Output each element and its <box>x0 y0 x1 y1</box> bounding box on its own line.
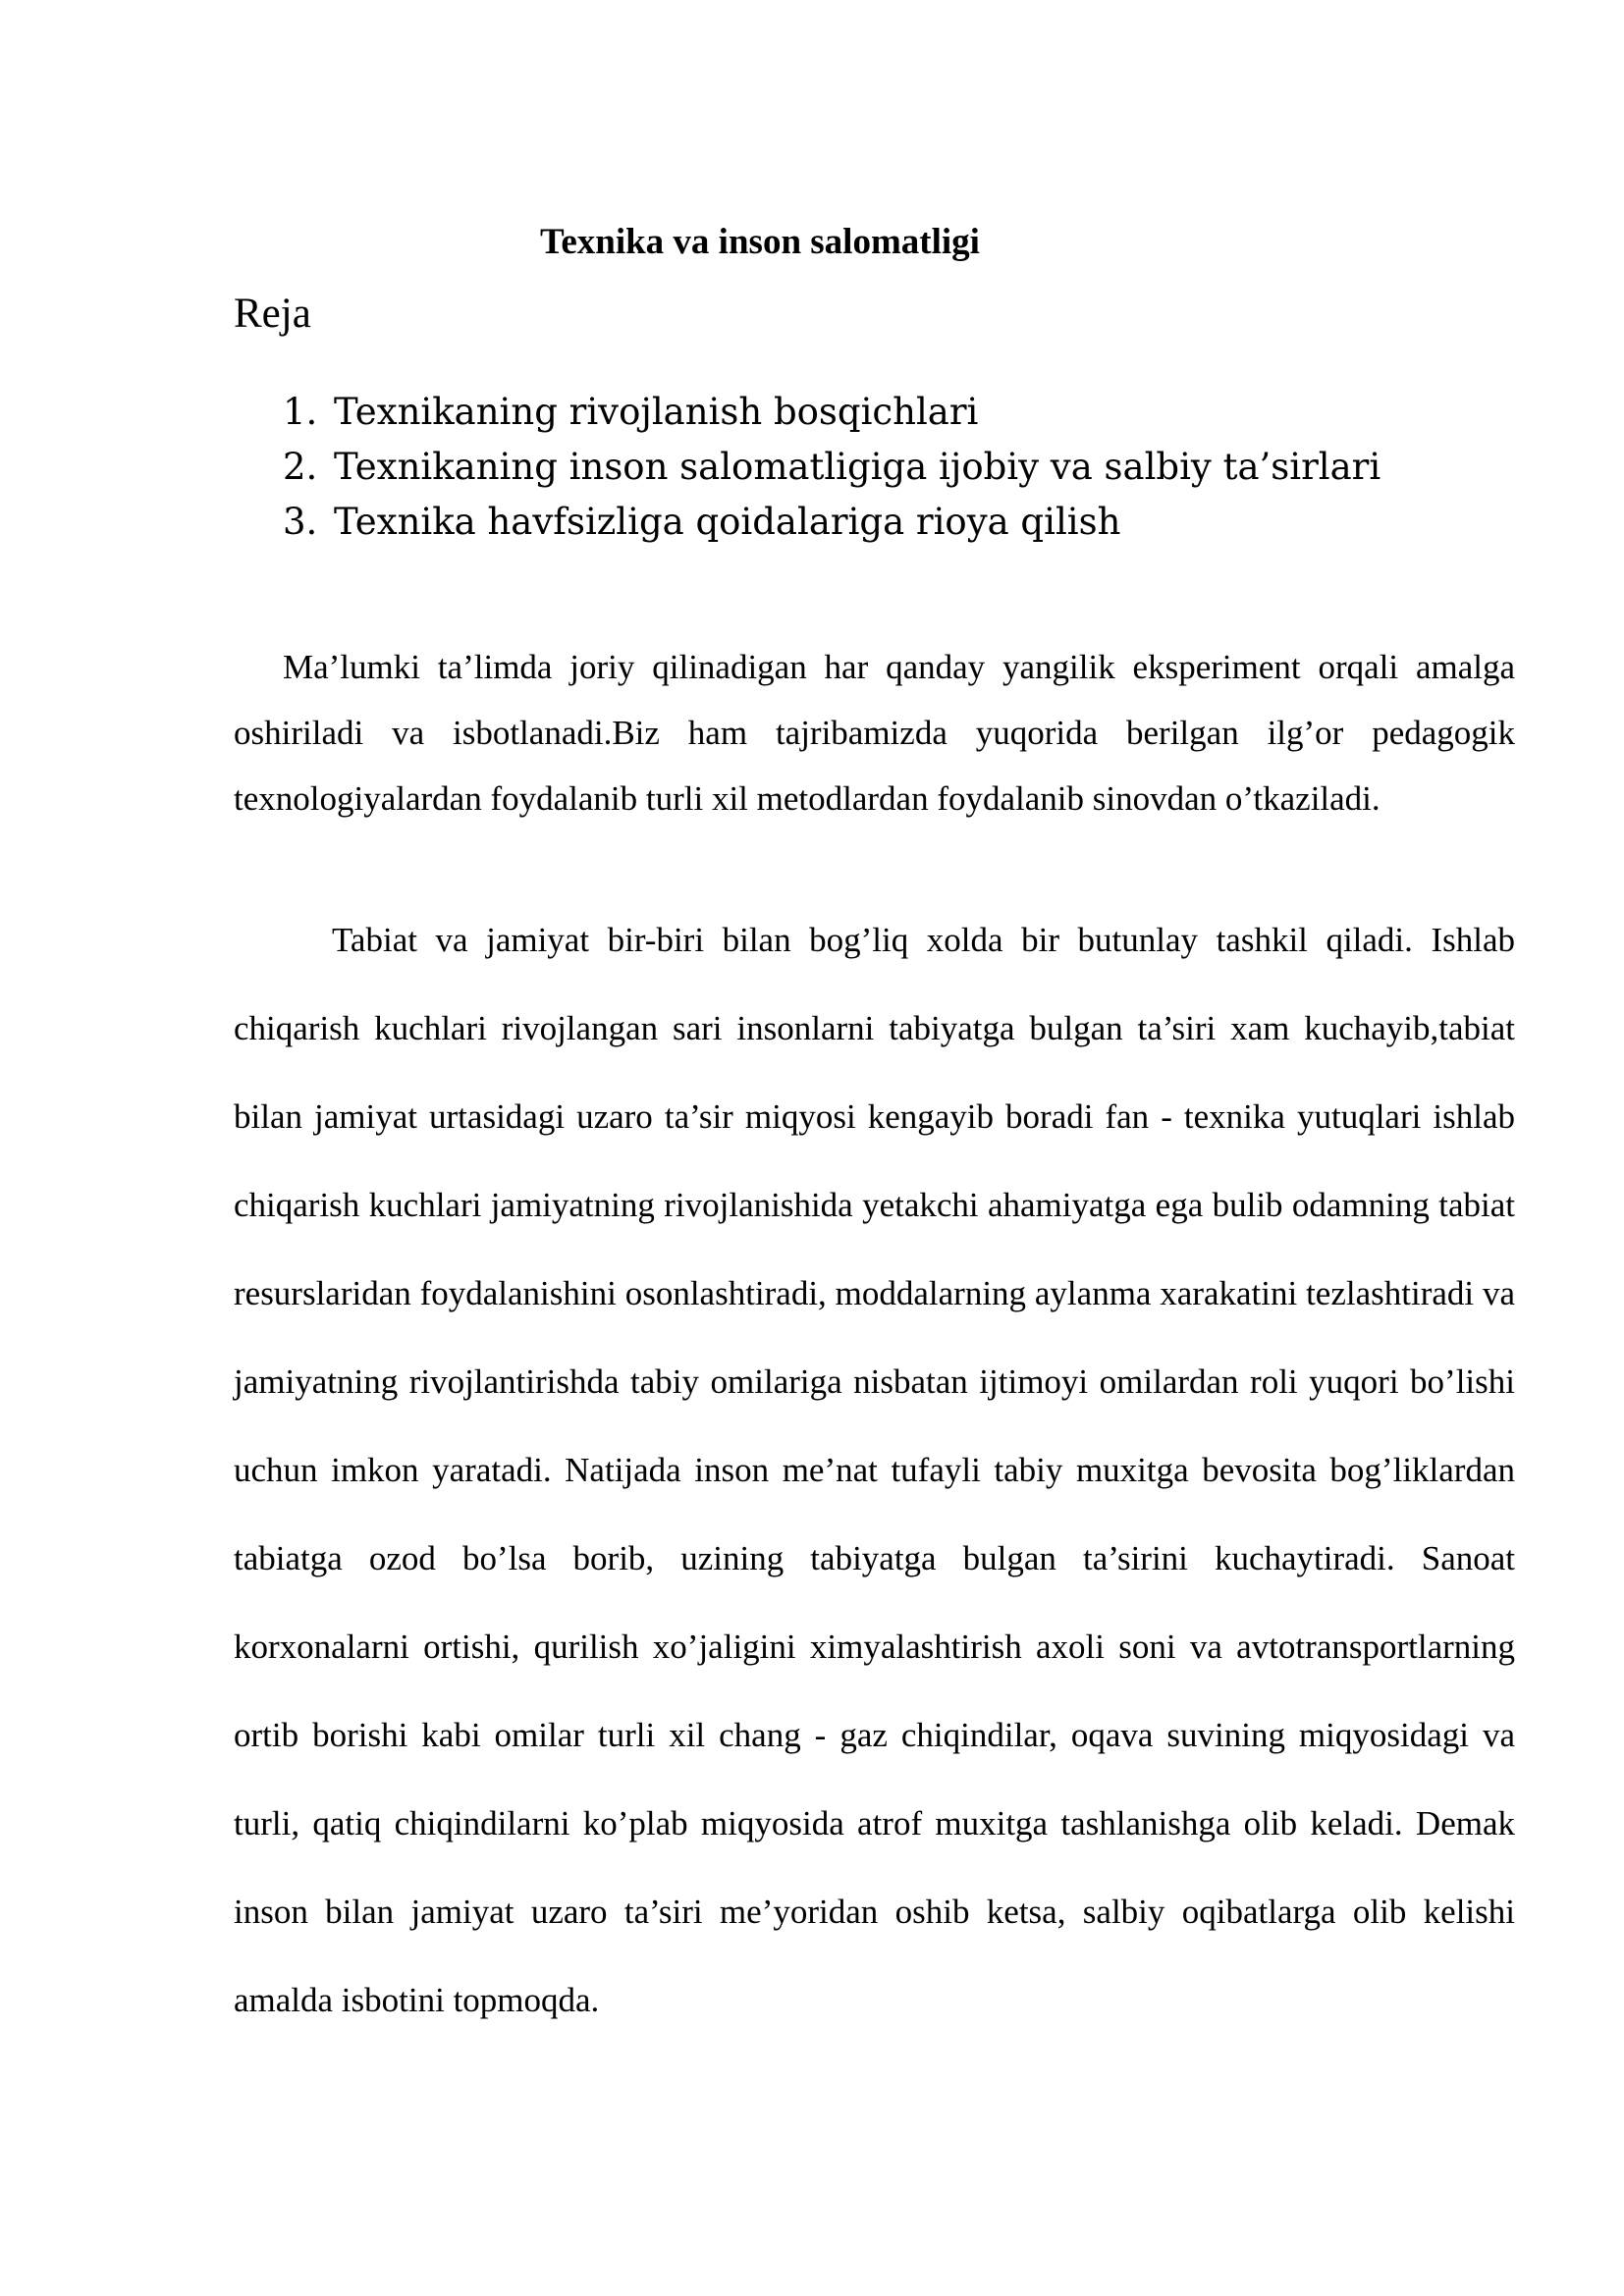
plan-item-number: 3. <box>283 501 318 543</box>
plan-item-text: Texnika havfsizliga qoidalariga rioya qilish <box>334 501 1121 543</box>
plan-item-text: Texnikaning rivojlanish bosqichlari <box>334 391 979 433</box>
plan-item <box>283 495 1380 550</box>
body-paragraph: Tabiat va jamiyat bir-biri bilan bog’liq xolda bir butunlay tashkil qiladi. Ishlab chiqarish kuchlari rivojlangan sari insonlarni tabiyatga bulgan ta’siri xam kuchayib,tabiat bilan jamiyat urtasidagi uzaro ta’sir miqyosi kengayib boradi fan - texnika yutuqlari ishlab chiqarish kuchlari jamiyatning rivojlanishida yetakchi ahamiyatga ega bulib odamning tabiat resurslaridan foydalanishini osonlashtiradi, moddalarning aylanma xarakatini tezlashtiradi va jamiyatning rivojlantirishda tabiy omilariga nisbatan ijtimoyi omilardan roli yuqori bo’lishi uchun imkon yaratadi. Natijada inson me’nat tufayli tabiy muxitga bevosita bog’liklardan tabiatga ozod bo’lsa borib, uzining tabiyatga bulgan ta’sirini kuchaytiradi. Sanoat korxonalarni ortishi, qurilish xo’jaligini ximyalashtirish axoli soni va avtotransportlarning ortib borishi kabi omilar turli xil chang - gaz chiqindilar, oqava suvining miqyosidagi va turli, qatiq chiqindilarni ko’plab miqyosida atrof muxitga tashlanishga olib keladi. Demak inson bilan jamiyat uzaro ta’siri me’yoridan oshib ketsa, salbiy oqibatlarga olib kelishi amalda isbotini topmoqda. <box>234 921 1515 2019</box>
plan-item <box>283 440 1380 495</box>
plan-list <box>283 385 1380 550</box>
plan-item-number: 2. <box>283 446 318 488</box>
plan-item-number: 1. <box>283 391 318 433</box>
plan-item <box>283 385 1380 440</box>
plan-heading: Reja <box>234 291 311 337</box>
document-title: Texnika va inson salomatligi <box>540 222 980 262</box>
intro-paragraph: Ma’lumki ta’limda joriy qilinadigan har qanday yangilik eksperiment orqali amalga oshiriladi va isbotlanadi.Biz ham tajribamizda yuqorida berilgan ilg’or pedagogik texnologiyalardan foydalanib turli xil metodlardan foydalanib sinovdan o’tkaziladi. <box>234 648 1515 818</box>
plan-item-text: Texnikaning inson salomatligiga ijobiy va salbiy ta’sirlari <box>334 446 1381 488</box>
